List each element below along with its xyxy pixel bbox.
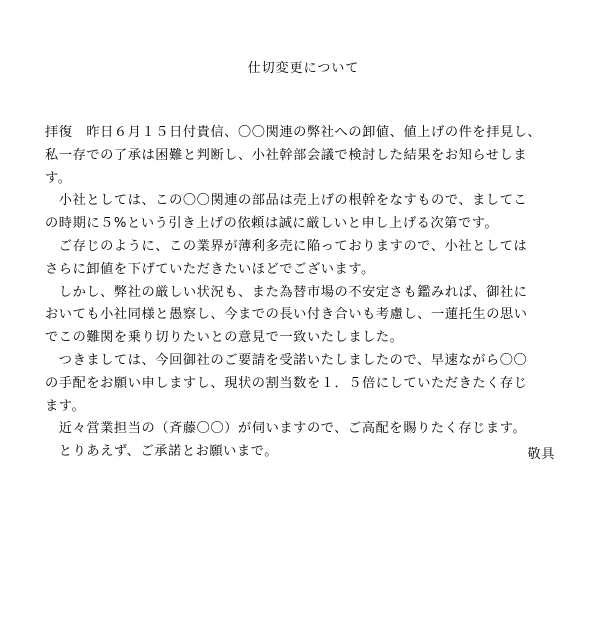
body-line: さらに卸値を下げていただきたいほどでございます。 (45, 261, 375, 277)
body-line: でこの難関を乗り切りたいとの意見で一致いたしました。 (45, 330, 404, 346)
closing-salutation: 敬具 (527, 447, 555, 462)
body-line: す。 (45, 170, 72, 186)
body-line: ます。 (45, 398, 86, 414)
letter-body (45, 122, 565, 464)
body-line: つきましては、今回御社のご要請を受諾いたしましたので、早速ながら〇〇 (45, 352, 528, 368)
document-title: 仕切変更について (247, 61, 360, 76)
body-line: ご存じのように、この業界が薄利多売に陥っておりますので、小社としては (45, 238, 528, 254)
body-line: 拝復 昨日６月１５日付貴信、〇〇関連の弊社への卸値、値上げの件を拝見し、 (45, 125, 542, 140)
body-line: 小社としては、この〇〇関連の部品は売上げの根幹をなすもので、ましてこ (45, 193, 528, 209)
body-line: 近々営業担当の（斉藤〇〇）が伺いますので、ご高配を賜りたく存じます。 (45, 421, 527, 437)
body-line: しかし、弊社の厳しい状況も、また為替市場の不安定さも鑑みれば、御社に (45, 284, 528, 300)
body-line: の時期に５%という引き上げの依頼は誠に厳しいと申し上げる次第です。 (45, 216, 499, 232)
body-line: おいても小社同様と愚察し、今までの長い付き合いも考慮し、一蓮托生の思い (45, 307, 528, 323)
body-line: の手配をお願い申しますし、現状の割当数を１．５倍にしていただきたく存じ (45, 375, 528, 391)
body-line: 私一存での了承は困難と判断し、小社幹部会議で検討した結果をお知らせしま (45, 147, 528, 163)
body-line: とりあえず、ご承諾とお願いまで。 (45, 444, 279, 460)
